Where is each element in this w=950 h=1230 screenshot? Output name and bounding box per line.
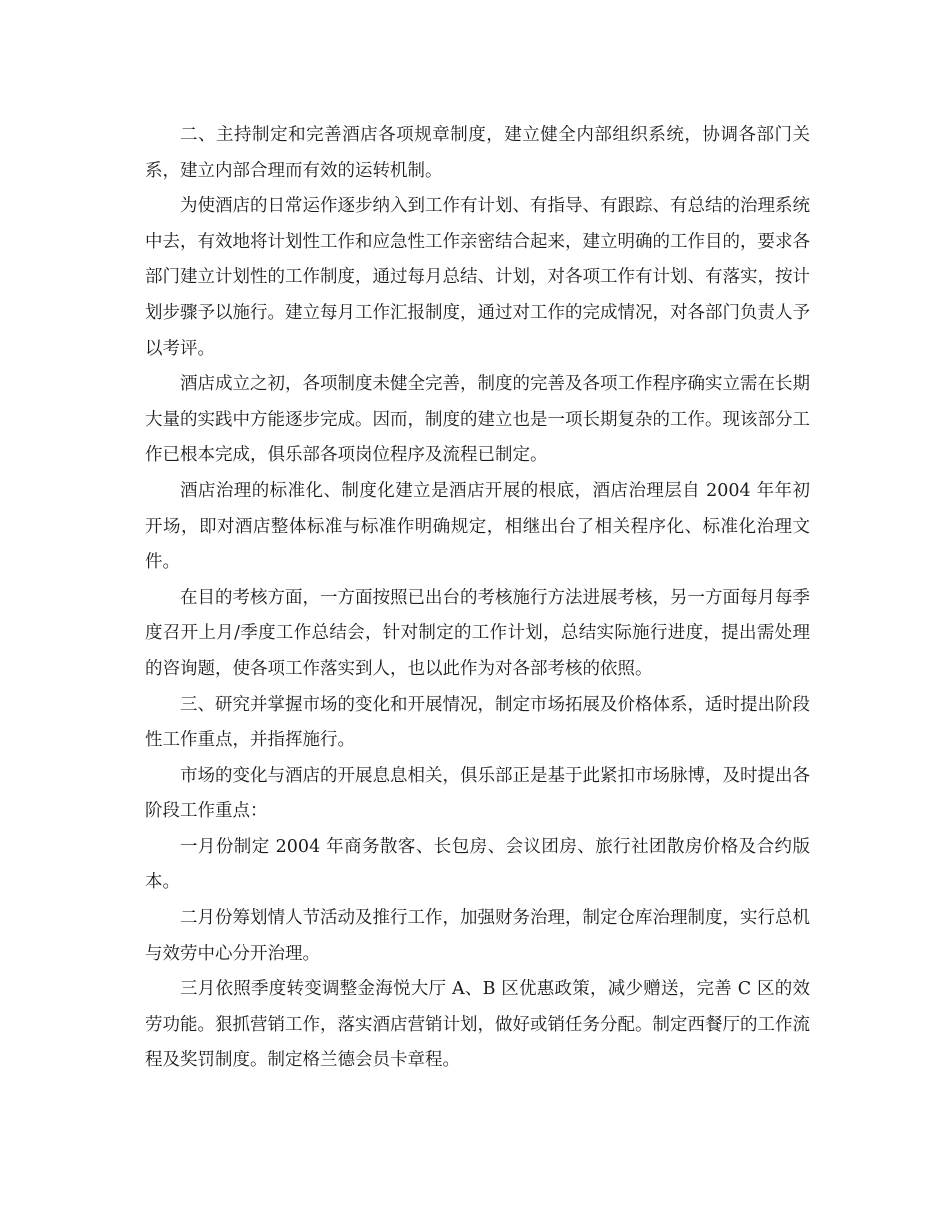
paragraph-assessment: 在目的考核方面，一方面按照已出台的考核施行方法进展考核，另一方面每月每季度召开上月/季度工作总结会，针对制定的工作计划，总结实际施行进度，提出需处理的咨询题，使各项工作落实到人，也以此作为对各部考核的依照。 <box>145 587 810 679</box>
paragraph-february: 二月份筹划情人节活动及推行工作，加强财务治理，制定仓库治理制度，实行总机与效劳中心分开治理。 <box>145 908 810 964</box>
paragraph-section-three-heading: 三、研究并掌握市场的变化和开展情况，制定市场拓展及价格体系，适时提出阶段性工作重点，并指挥施行。 <box>145 694 810 751</box>
paragraph-planning-system: 为使酒店的日常运作逐步纳入到工作有计划、有指导、有跟踪、有总结的治理系统中去，有效地将计划性工作和应急性工作亲密结合起来，建立明确的工作目的，要求各部门建立计划性的工作制度，通过每月总结、计划，对各项工作有计划、有落实，按计划步骤予以施行。建立每月工作汇报制度，通过对工作的完成情况，对各部门负责人予以考评。 <box>145 196 810 359</box>
paragraph-section-two-heading: 二、主持制定和完善酒店各项规章制度，建立健全内部组织系统，协调各部门关系，建立内部合理而有效的运转机制。 <box>145 125 810 181</box>
document-body <box>145 118 810 1079</box>
paragraph-market-changes: 市场的变化与酒店的开展息息相关，俱乐部正是基于此紧扣市场脉博，及时提出各阶段工作重点： <box>145 765 810 822</box>
paragraph-early-regulations: 酒店成立之初，各项制度未健全完善，制度的完善及各项工作程序确实立需在长期大量的实践中方能逐步完成。因而，制度的建立也是一项长期复杂的工作。现该部分工作已根本完成，俱乐部各项岗位程序及流程已制定。 <box>145 374 810 466</box>
paragraph-standardization: 酒店治理的标准化、制度化建立是酒店开展的根底，酒店治理层自 2004 年年初开场，即对酒店整体标准与标准作明确规定，相继出台了相关程序化、标准化治理文件。 <box>145 480 810 573</box>
paragraph-january: 一月份制定 2004 年商务散客、长包房、会议团房、旅行社团散房价格及合约版本。 <box>145 836 810 893</box>
paragraph-march: 三月依照季度转变调整金海悦大厅 A、B 区优惠政策，减少赠送，完善 C 区的效劳功能。狠抓营销工作，落实酒店营销计划，做好或销任务分配。制定西餐厅的工作流程及奖罚制度。制定格兰德会员卡章程。 <box>145 979 810 1071</box>
